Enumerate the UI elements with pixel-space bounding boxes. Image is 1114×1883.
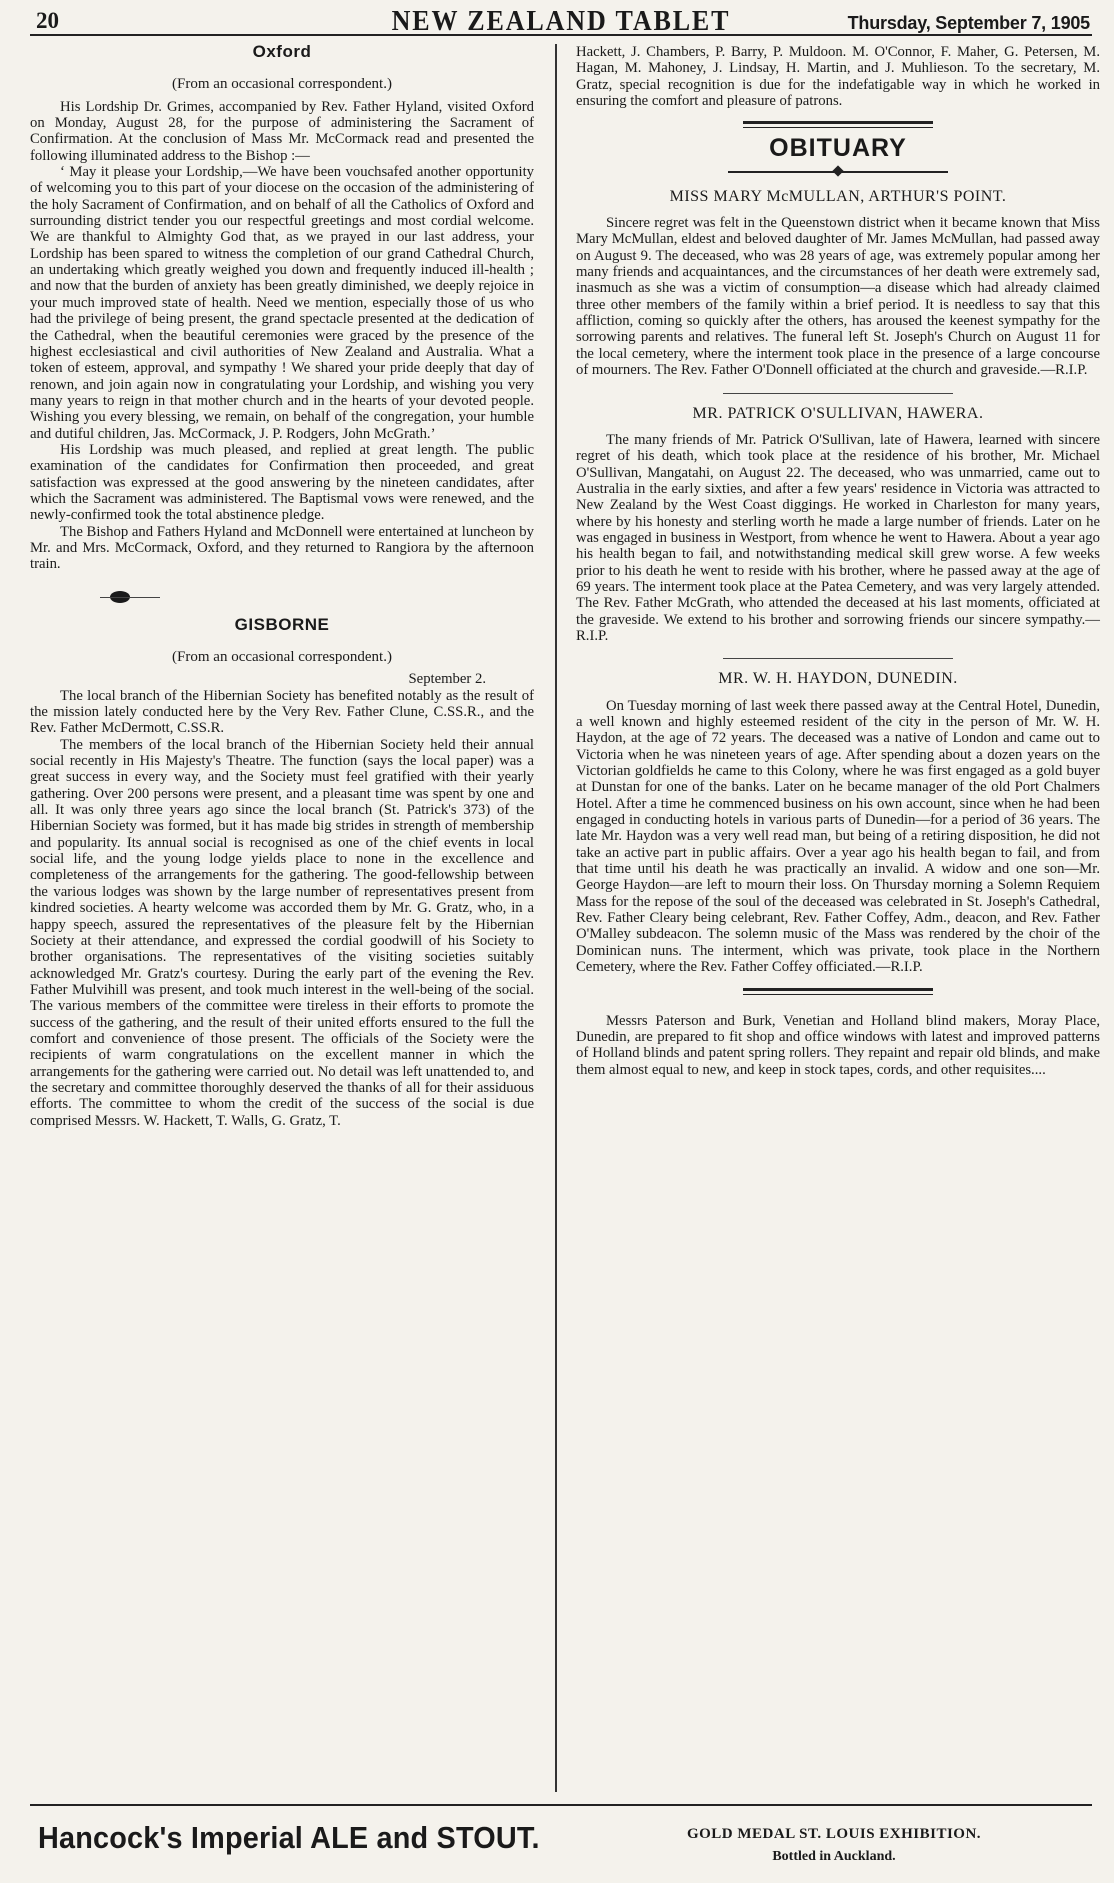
gisborne-paragraph: The local branch of the Hibernian Society has benefited notably as the result of the mission lately conducted here by the Very Rev. Father Clune, C.SS.R., and the Rev. Father McDermott, C.SS.R. (30, 687, 534, 737)
oxford-correspondent: (From an occasional correspondent.) (172, 76, 392, 93)
footer-medal: GOLD MEDAL ST. LOUIS EXHIBITION. (686, 1826, 982, 1842)
oxford-paragraph: His Lordship was much pleased, and replied at great length. The public examination of the candidates for Confirmation then proceeded, and great satisfaction was expressed at the good answering by the nineteen candidates, after which the Sacrament was administered. The Baptismal vows were renewed, and the newly-confirmed took the total abstinence pledge. (30, 441, 534, 524)
gisborne-heading: GISBORNE (234, 614, 330, 634)
section-rule (743, 121, 933, 128)
diamond-rule (728, 167, 948, 177)
page-number: 20 (36, 8, 59, 33)
obituary-title: MISS MARY McMULLAN, ARTHUR'S POINT. (669, 187, 1007, 205)
column-divider (555, 44, 557, 1792)
blind-makers-notice: Messrs Paterson and Burk, Venetian and Holland blind makers, Moray Place, Dunedin, are prepared to fit shop and office windows with latest and improved patterns of Holland blinds and patent spring rollers. They repaint and repair old blinds, and make them almost equal to new, and keep in stock tapes, cords, and other requisites.... (576, 1012, 1100, 1078)
gisborne-correspondent: (From an occasional correspondent.) (172, 649, 392, 665)
obituary-heading: OBITUARY (769, 134, 907, 163)
oxford-paragraph: His Lordship Dr. Grimes, accompanied by Rev. Father Hyland, visited Oxford on Monday, August 28, for the purpose of administering the Sacrament of Confirmation. At the conclusion of Mass Mr. McCormack read and presented the following illuminated address to the Bishop :— (30, 98, 534, 164)
footer-advert: Hancock's Imperial ALE and STOUT. (38, 1820, 540, 1855)
oxford-heading: Oxford (252, 42, 312, 61)
gisborne-paragraph: The members of the local branch of the Hibernian Society held their annual social recently in His Majesty's Theatre. The function (says the local paper) was a great success in every way, and the Society must feel gratified with their yearly gathering. Over 200 persons were present, and a pleasant time was spent by one and all. It was only three years ago since the local branch (St. Patrick's 373) of the Hibernian Society was formed, but it has made big strides in strength of membership and popularity. Its annual social is recognised as one of the chief events in local social life, and the young lodge yields place to none in the excellence and completeness of the arrangements for the gathering. The good-fellowship between the various lodges was shown by the large number of representatives present from kindred societies. A hearty welcome was accorded them by Mr. G. Gratz, who, in a happy speech, assured the representatives of the pleasure felt by the Hibernian Society at their attendance, and expressed the cordial goodwill of his Society to brother organisations. The representatives of the visiting societies suitably acknowledged Mr. Gratz's courtesy. During the early part of the evening the Rev. Father Mulvihill was present, and took much interest in the well-being of the social. The various members of the committee were tireless in their efforts to promote the success of the gathering, and the result of their united efforts ensured to the full the comfort and convenience of those present. The officials of the Society were the recipients of warm congratulations on the excellent manner in which the arrangements for the gathering were carried out. No detail was left unattended to, and the secretary and committee thoroughly deserved the thanks of all for their assiduous efforts. The committee to whom the credit of the success of the social is due comprised Messrs. W. Hackett, T. Walls, G. Gratz, T. (30, 736, 534, 1129)
footer-medal-block (614, 1826, 1054, 1865)
oxford-address-paragraph: ‘ May it please your Lordship,—We have been vouchsafed another opportunity of welcoming you to this part of your diocese on the occasion of the administering of the holy Sacrament of Confirmation, and on behalf of all the Catholics of Oxford and surrounding district tender you our respectful greetings and most cordial welcome. We are thankful to Almighty God that, as we prayed in our last address, your Lordship has been spared to witness the completion of our grand Cathedral Church, an undertaking which greatly weighed you down and frequently induced ill-health ; and now that the burden of anxiety has been greatly diminished, we deeply rejoice in your much improved state of health. Need we mention, especially those of us who had the privilege of being present, the grand spectacle presented at the dedication of the Cathedral, when the beautiful ceremonies were graced by the presence of the highest ecclesiastical and civil authorities of New Zealand and Australia. What a token of esteem, approval, and sympathy ! We shared your pride deeply that day of renown, and join again now in congratulating your Lordship, and wishing you very many years to reign in that mother church and in the hearts of your devoted people. Wishing you every blessing, we remain, on behalf of the congregation, your humble and dutiful children, Jas. McCormack, J. P. Rodgers, John McGrath.’ (30, 164, 534, 442)
left-column (30, 44, 534, 1129)
footer-rule (30, 1804, 1092, 1806)
gisborne-continuation: Hackett, J. Chambers, P. Barry, P. Muldoon. M. O'Connor, F. Maher, G. Petersen, M. Hagan, M. Mahoney, J. Lindsay, H. Martin, and J. Muhlieson. To the secretary, M. Gratz, special recognition is due for the indefatigable way in which he worked in ensuring the comfort and pleasure of patrons. (576, 44, 1100, 110)
obituary-text: On Tuesday morning of last week there passed away at the Central Hotel, Dunedin, a well known and highly esteemed resident of the city in the person of Mr. W. H. Haydon, at the age of 72 years. The deceased was a native of London and came out to Victoria when he was nineteen years of age. After spending about a dozen years on the Victorian goldfields he came to this Colony, where he was first engaged as a gold buyer at Dunstan for one of the banks. Later on he became manager of the old Port Chalmers Hotel. After a time he commenced business on his own account, since when he had been engaged in conducting hotels in various parts of Dunedin—for a period of 36 years. The late Mr. Haydon was a very well read man, but being of a retiring disposition, he did not take an active part in public affairs. Over a year ago his health began to fail, and from that time until his death he was practically an invalid. A widow and one son—Mr. George Haydon—are left to mourn their loss. On Thursday morning a Solemn Requiem Mass for the repose of the soul of the deceased was celebrated in St. Joseph's Cathedral, Rev. Father Cleary being celebrant, Rev. Father Coffey, Adm., deacon, and Rev. Father O'Malley subdeacon. The solemn music of the Mass was rendered by the choir of the Dominican nuns. The interment, which was private, took place in the Northern Cemetery, where the Rev. Father Coffey officiated.—R.I.P. (576, 697, 1100, 976)
newspaper-title: NEW ZEALAND TABLET (391, 6, 731, 37)
separator-rule (723, 393, 953, 394)
gisborne-dateline: September 2. (408, 671, 486, 688)
right-column (576, 44, 1100, 1078)
obituary-title: MR. PATRICK O'SULLIVAN, HAWERA. (692, 404, 984, 422)
obituary-text: The many friends of Mr. Patrick O'Sullivan, late of Hawera, learned with sincere regret of his death, which took place at the residence of his brother, Mr. Michael O'Sullivan, Mangatahi, on August 22. The deceased, who was unmarried, came out to Australia in the early sixties, and after a few years' residence in Victoria was attracted to New Zealand by the West Coast diggings. He worked in Charleston for many years, where by his honesty and sterling worth he made a large number of friends. Later on he was engaged in business in Westport, from whence he went to Hawera. About a year ago his health began to fail, and notwithstanding medical skill grew worse. A few weeks prior to his death he went to reside with his brother, where he passed away at the age of 69 years. The interment took place at the Patea Cemetery, and was very largely attended. The Rev. Father McGrath, who attended the deceased at his last moments, officiated at the graveside. We extend to his brother and sorrowing friends our sincere sympathy.—R.I.P. (576, 431, 1100, 644)
section-rule (743, 988, 933, 995)
masthead (30, 4, 1092, 36)
separator-rule (723, 658, 953, 659)
ornament-divider (110, 589, 140, 605)
oxford-paragraph: The Bishop and Fathers Hyland and McDonnell were entertained at luncheon by Mr. and Mrs. McCormack, Oxford, and they returned to Rangiora by the afternoon train. (30, 523, 534, 573)
obituary-text: Sincere regret was felt in the Queenstown district when it became known that Miss Mary McMullan, eldest and beloved daughter of Mr. James McMullan, had passed away on August 9. The deceased, who was 28 years of age, was extremely popular among her many friends and acquaintances, and the circumstances of her death were extremely sad, inasmuch as she was a victim of consumption—a disease which had already claimed three other members of the family within a brief period. It is needless to say that this affliction, coming so quickly after the others, has aroused the keenest sympathy for the sorrowing parents and relatives. The funeral left St. Joseph's Church on August 11 for the local cemetery, where the interment took place in the presence of a large concourse of mourners. The Rev. Father O'Donnell officiated at the church and graveside.—R.I.P. (576, 215, 1100, 379)
footer-bottled: Bottled in Auckland. (772, 1849, 896, 1864)
issue-date: Thursday, September 7, 1905 (847, 13, 1090, 33)
obituary-title: MR. W. H. HAYDON, DUNEDIN. (718, 670, 958, 688)
